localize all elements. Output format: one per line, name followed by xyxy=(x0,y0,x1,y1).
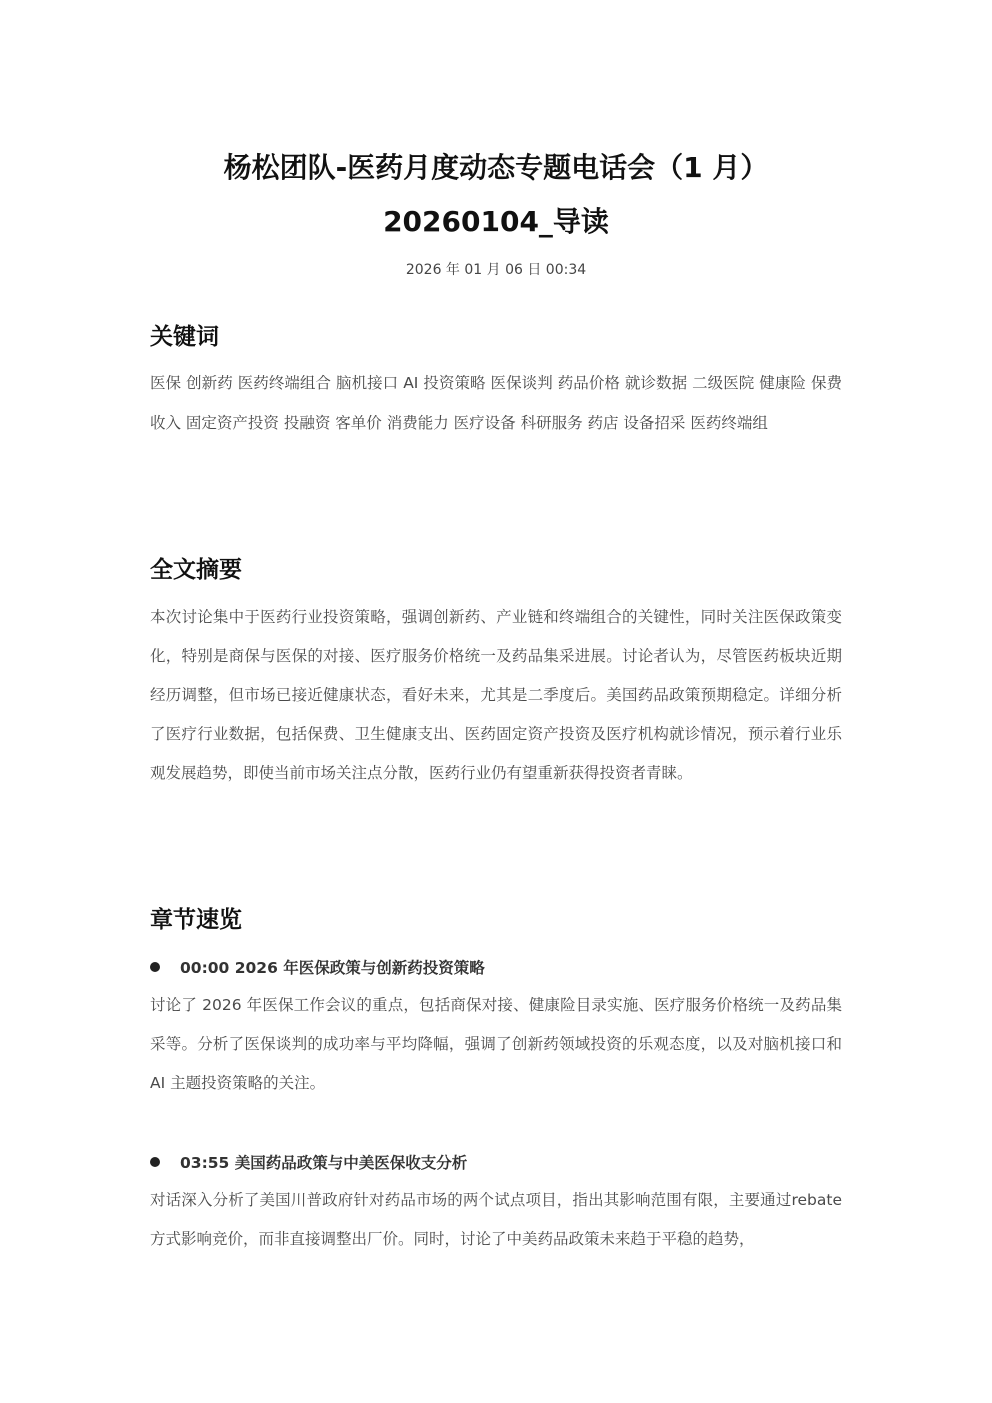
keywords-text: 医保 创新药 医药终端组合 脑机接口 AI 投资策略 医保谈判 药品价格 就诊数据 二级医院 健康险 保费收入 固定资产投资 投融资 客单价 消费能力 医疗设备 科研服务 药店 设备招采 医药终端组 xyxy=(150,374,842,432)
chapters-heading: 章节速览 xyxy=(150,907,242,933)
chapter-item-2 xyxy=(150,1151,842,1175)
chapter-title: 03:55 美国药品政策与中美医保收支分析 xyxy=(180,1154,468,1172)
chapter-text: 讨论了 2026 年医保工作会议的重点，包括商保对接、健康险目录实施、医疗服务价格统一及药品集采等。分析了医保谈判的成功率与平均降幅，强调了创新药领域投资的乐观态度，以及对脑机接口和 AI 主题投资策略的关注。 xyxy=(150,996,842,1092)
bullet-icon xyxy=(150,1157,160,1167)
keywords-heading: 关键词 xyxy=(150,324,219,350)
summary-text: 本次讨论集中于医药行业投资策略，强调创新药、产业链和终端组合的关键性，同时关注医保政策变化，特别是商保与医保的对接、医疗服务价格统一及药品集采进展。讨论者认为，尽管医药板块近期经历调整，但市场已接近健康状态，看好未来，尤其是二季度后。美国药品政策预期稳定。详细分析了医疗行业数据，包括保费、卫生健康支出、医药固定资产投资及医疗机构就诊情况，预示着行业乐观发展趋势，即使当前市场关注点分散，医药行业仍有望重新获得投资者青睐。 xyxy=(150,608,842,782)
chapter-text: 对话深入分析了美国川普政府针对药品市场的两个试点项目，指出其影响范围有限，主要通过rebate 方式影响竞价，而非直接调整出厂价。同时，讨论了中美药品政策未来趋于平稳的趋势， xyxy=(150,1191,842,1248)
chapter-item-1 xyxy=(150,956,842,980)
document-title-line1: 杨松团队-医药月度动态专题电话会（1 月） xyxy=(223,151,769,184)
bullet-icon xyxy=(150,962,160,972)
chapter-title: 00:00 2026 年医保政策与创新药投资策略 xyxy=(180,959,485,977)
summary-heading: 全文摘要 xyxy=(150,557,242,583)
document-datetime: 2026 年 01 月 06 日 00:34 xyxy=(405,262,587,278)
document-title-line2: 20260104_导读 xyxy=(383,205,609,238)
